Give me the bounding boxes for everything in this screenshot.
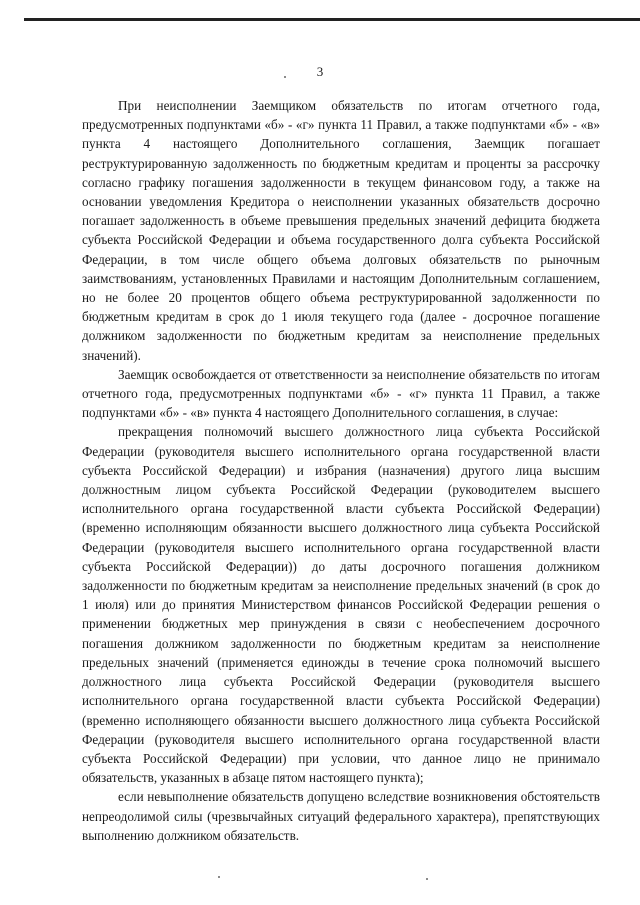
paragraph-exemption: Заемщик освобождается от ответственности за неисполнение обязательств по итогам отчетного года, предусмотренных подпунктами «б» - «г» пункта 11 Правил, а также подпунктами «б» - «в» пункта 4 настоящего Дополнительного соглашения, в случае:: [82, 366, 600, 421]
paragraph-nonfulfillment: При неисполнении Заемщиком обязательств по итогам отчетного года, предусмотренных подпунктами «б» - «г» пункта 11 Правил, а также подпунктами «б» - «в» пункта 4 настоящего Дополнительного соглашения, Заемщик погашает реструктурированную задолженность по бюджетным кредитам и проценты за рассрочку согласно графику погашения задолженности в текущем финансовом году, а также на основании уведомления Кредитора о неисполнении указанных обязательств досрочно погашает задолженность в объеме превышения предельных значений дефицита бюджета субъекта Российской Федерации и объема государственного долга субъекта Российской Федерации, в том числе общего объема долговых обязательств по рыночным заимствованиям, установленных Правилами и настоящим Дополнительным соглашением, но не более 20 процентов общего объема реструктурированной задолженности по бюджетным кредитам в срок до 1 июля текущего года (далее - досрочное погашение должником задолженности по бюджетным кредитам за неисполнение предельных значений).: [82, 98, 600, 363]
top-border-line: [24, 18, 640, 21]
page-number: 3: [316, 64, 324, 79]
document-body: [82, 96, 600, 845]
scan-speck: [426, 878, 428, 880]
scan-speck: [218, 876, 220, 878]
paragraph-case-termination: прекращения полномочий высшего должностного лица субъекта Российской Федерации (руководителя высшего исполнительного органа государственной власти субъекта Российской Федерации) и избрания (назначения) другого лица высшим должностным лицом субъекта Российской Федерации (руководителем высшего исполнительного органа государственной власти субъекта Российской Федерации) (временно исполняющим обязанности высшего должностного лица субъекта Российской Федерации (руководителя высшего исполнительного органа государственной власти субъекта Российской Федерации)) до даты досрочного погашения должником задолженности по бюджетным кредитам за неисполнение предельных значений (в срок до 1 июля) или до принятия Министерством финансов Российской Федерации решения о применении бюджетных мер принуждения в связи с необеспечением досрочного погашения должником задолженности по бюджетным кредитам за неисполнение предельных значений (применяется единожды в течение срока полномочий высшего должностного лица субъекта Российской Федерации (руководителя высшего исполнительного органа государственной власти субъекта Российской Федерации) (временно исполняющего обязанности высшего должностного лица субъекта Российской Федерации (руководителя высшего исполнительного органа государственной власти субъекта Российской Федерации) при условии, что данное лицо не принимало обязательств, указанных в абзаце пятом настоящего пункта);: [82, 424, 600, 786]
paragraph-case-force-majeure: если невыполнение обязательств допущено вследствие возникновения обстоятельств непреодолимой силы (чрезвычайных ситуаций федерального характера), препятствующих выполнению должником обязательств.: [82, 789, 600, 843]
